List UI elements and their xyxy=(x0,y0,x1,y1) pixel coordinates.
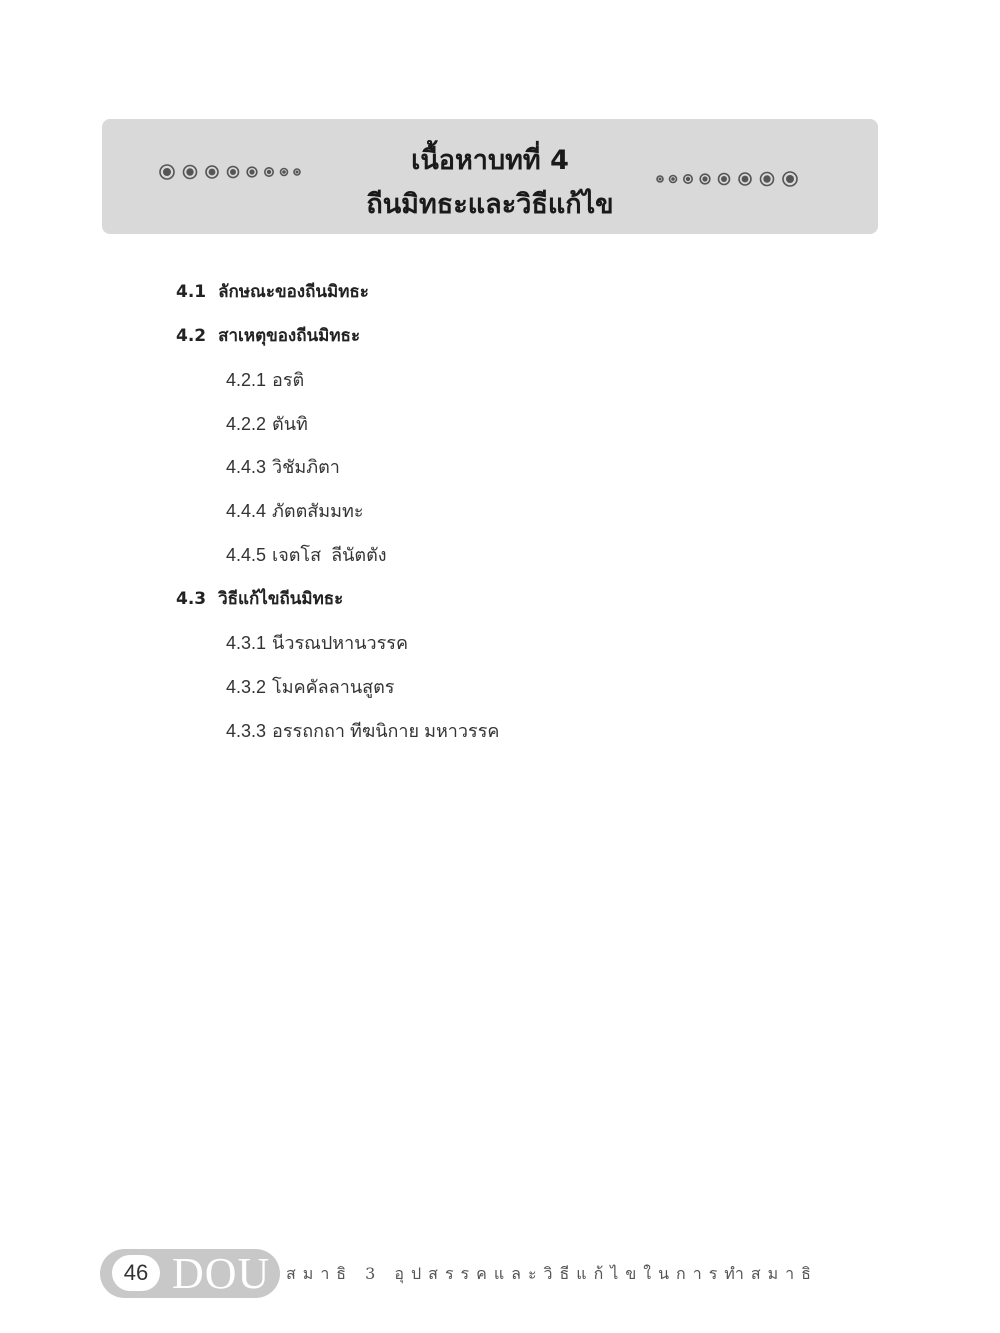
toc-item xyxy=(226,543,387,567)
toc-item-number: 4.4.5 xyxy=(226,545,267,565)
toc-item-title: สาเหตุของถีนมิทธะ xyxy=(218,326,361,346)
toc-item-number: 4.3.1 xyxy=(226,633,267,653)
book-title: สมาธิ 3 อุปสรรคและวิธีแก้ไขในการทำสมาธิ xyxy=(286,1264,818,1283)
toc-item xyxy=(226,499,364,523)
toc-item xyxy=(226,368,304,392)
decorative-dots-right-icon xyxy=(654,169,804,189)
toc-item-title: นีวรณปหานวรรค xyxy=(272,633,409,653)
page-number: 46 xyxy=(112,1255,160,1291)
toc-item-title: วิธีแก้ไขถีนมิทธะ xyxy=(218,589,344,609)
toc-item xyxy=(176,587,343,611)
toc-item-number: 4.3 xyxy=(176,589,207,609)
chapter-title-line2: ถีนมิทธะและวิธีแก้ไข xyxy=(366,189,614,220)
toc-item-number: 4.2.1 xyxy=(226,370,267,390)
toc-item xyxy=(226,455,340,479)
toc-item-title: อรติ xyxy=(272,370,305,390)
toc-item-title: อรรถกถา ทีฆนิกาย มหาวรรค xyxy=(272,721,500,741)
toc-item-number: 4.2.2 xyxy=(226,414,267,434)
toc-item-title: ภัตตสัมมทะ xyxy=(272,501,364,521)
brand-logo: DOU xyxy=(172,1249,271,1298)
toc-item-number: 4.3.2 xyxy=(226,677,267,697)
page-footer xyxy=(100,1249,818,1299)
chapter-banner xyxy=(102,119,878,234)
toc-item-title: ตันทิ xyxy=(272,414,308,434)
toc-item-number: 4.2 xyxy=(176,326,207,346)
footer-logo xyxy=(100,1249,280,1298)
toc-item-number: 4.4.4 xyxy=(226,501,267,521)
toc-item-number: 4.1 xyxy=(176,282,207,302)
chapter-title-line1: เนื้อหาบทที่ 4 xyxy=(411,145,569,176)
toc-item-title: เจตโส ลีนัตตัง xyxy=(272,545,387,565)
toc-item xyxy=(176,280,369,304)
toc-item-title: วิชัมภิตา xyxy=(272,457,340,477)
toc-item-title: ลักษณะของถีนมิทธะ xyxy=(218,282,369,302)
toc-item xyxy=(226,412,308,436)
toc-item xyxy=(176,324,360,348)
toc-item-title: โมคคัลลานสูตร xyxy=(272,677,395,697)
toc-item-number: 4.3.3 xyxy=(226,721,267,741)
toc-item xyxy=(226,719,499,743)
toc-item xyxy=(226,675,394,699)
toc-item xyxy=(226,631,408,655)
toc-item-number: 4.4.3 xyxy=(226,457,267,477)
